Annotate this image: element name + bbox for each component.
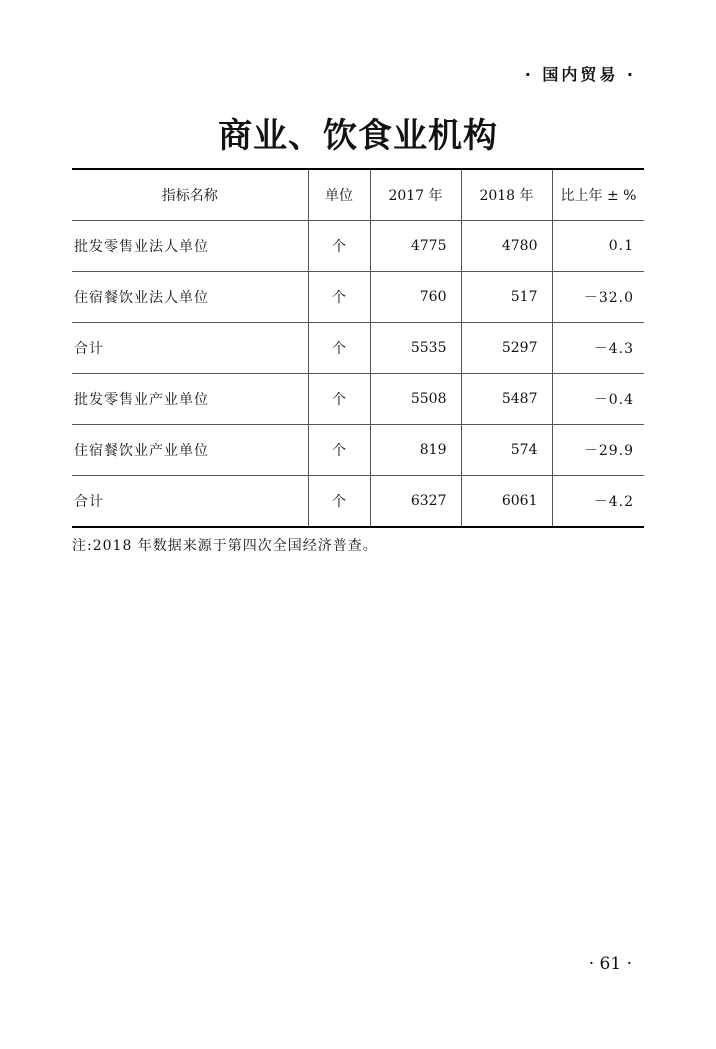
- row-name: 合计: [72, 476, 308, 528]
- row-name: 住宿餐饮业产业单位: [72, 425, 308, 476]
- row-change: －32.0: [552, 272, 644, 323]
- row-value-2017: 4775: [370, 221, 461, 272]
- row-value-2018: 4780: [461, 221, 552, 272]
- row-value-2017: 6327: [370, 476, 461, 528]
- table-row: [72, 221, 644, 272]
- table-row: [72, 374, 644, 425]
- row-change: －4.2: [552, 476, 644, 528]
- row-value-2017: 819: [370, 425, 461, 476]
- row-change: －29.9: [552, 425, 644, 476]
- row-name: 批发零售业产业单位: [72, 374, 308, 425]
- row-value-2017: 760: [370, 272, 461, 323]
- row-value-2017: 5508: [370, 374, 461, 425]
- row-unit: 个: [308, 221, 370, 272]
- page-number: · 61 ·: [588, 954, 632, 974]
- column-header-change: 比上年 ± %: [552, 169, 644, 221]
- row-change: －4.3: [552, 323, 644, 374]
- column-header-2018: 2018 年: [461, 169, 552, 221]
- row-value-2018: 5487: [461, 374, 552, 425]
- table-footnote: 注:2018 年数据来源于第四次全国经济普查。: [72, 538, 378, 554]
- table-row: [72, 272, 644, 323]
- row-value-2018: 5297: [461, 323, 552, 374]
- page-title: 商业、饮食业机构: [218, 116, 498, 156]
- statistics-table: [72, 168, 644, 528]
- table-row: [72, 476, 644, 528]
- row-unit: 个: [308, 425, 370, 476]
- column-header-unit: 单位: [308, 169, 370, 221]
- row-value-2018: 517: [461, 272, 552, 323]
- row-value-2018: 574: [461, 425, 552, 476]
- row-change: 0.1: [552, 221, 644, 272]
- row-unit: 个: [308, 374, 370, 425]
- section-tag: · 国内贸易 ·: [524, 65, 636, 84]
- table-header-row: [72, 169, 644, 221]
- row-change: －0.4: [552, 374, 644, 425]
- column-header-2017: 2017 年: [370, 169, 461, 221]
- table-row: [72, 323, 644, 374]
- row-name: 住宿餐饮业法人单位: [72, 272, 308, 323]
- row-unit: 个: [308, 476, 370, 528]
- column-header-indicator: 指标名称: [72, 169, 308, 221]
- row-name: 批发零售业法人单位: [72, 221, 308, 272]
- table-row: [72, 425, 644, 476]
- row-unit: 个: [308, 272, 370, 323]
- row-value-2017: 5535: [370, 323, 461, 374]
- row-name: 合计: [72, 323, 308, 374]
- row-unit: 个: [308, 323, 370, 374]
- row-value-2018: 6061: [461, 476, 552, 528]
